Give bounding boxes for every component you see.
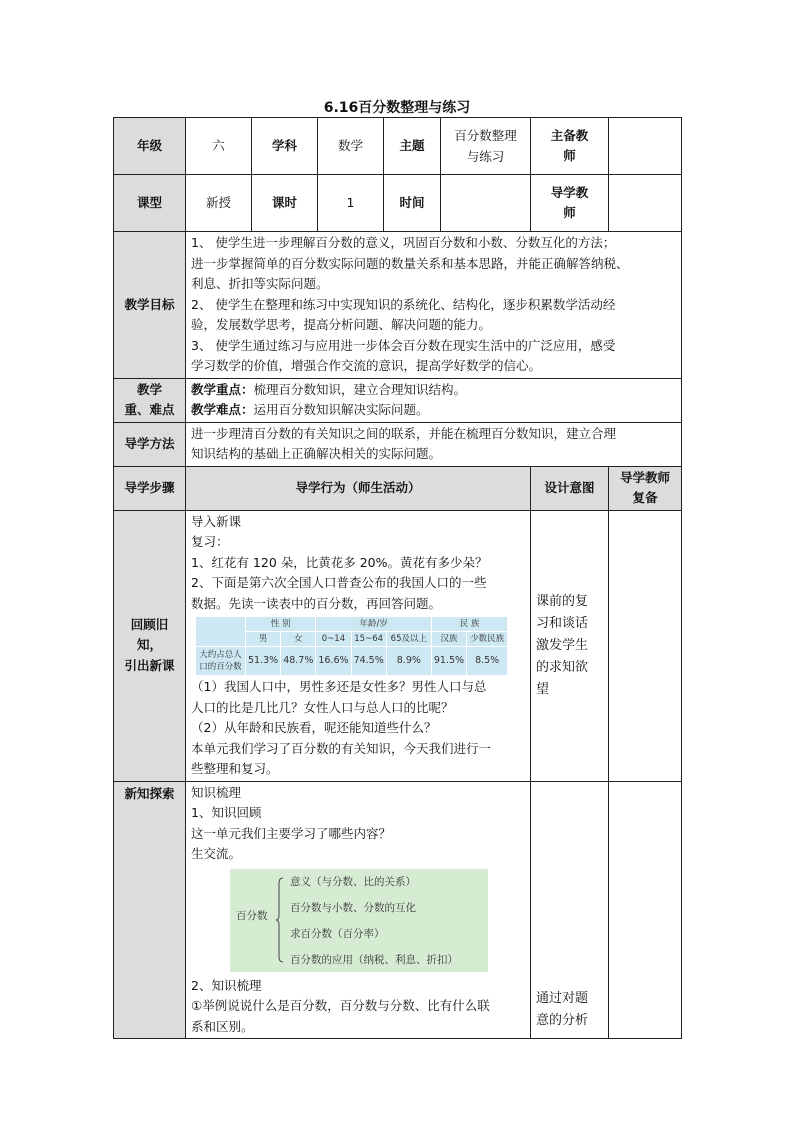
key-point-label: 教学重点：	[191, 381, 254, 397]
explore-line: ①举例说说什么是百分数，百分数与分数、比有什么联	[191, 998, 490, 1013]
info-row-1	[114, 118, 682, 175]
review-content	[186, 510, 531, 781]
review-label-line: 引出新课	[124, 657, 175, 673]
pop-row-label-line: 大约占总人	[199, 650, 242, 660]
explore-prep	[609, 781, 682, 1039]
difficult-point-label: 教学难点：	[191, 402, 254, 417]
lead-teacher-value	[609, 118, 682, 175]
review-label-line: 回顾旧知，	[130, 616, 169, 653]
guide-teacher-value	[609, 175, 682, 232]
review-line: （2）从年龄和民族看，呢还能知道些什么？	[191, 720, 437, 735]
intent-line: 意的分析	[536, 1012, 589, 1028]
pop-row-label-line: 口的百分数	[199, 662, 242, 672]
objective-line: 学习数学的价值，增强合作交流的意识，提高学好数学的信心。	[191, 358, 542, 373]
review-line: 些整理和复习。	[191, 761, 279, 776]
review-line: 导入新课	[191, 513, 242, 529]
objectives-label: 教学目标	[114, 232, 186, 379]
method-content	[186, 422, 682, 466]
method-line: 进一步理清百分数的有关知识之间的联系，并能在梳理百分数知识，建立合理	[191, 425, 617, 441]
pop-sub-header: 65及以上	[386, 632, 431, 647]
grade-label: 年级	[114, 118, 186, 175]
explore-line: 知识梳理	[191, 784, 242, 800]
review-intent	[531, 510, 609, 781]
pop-sub-header: 0~14	[316, 632, 351, 647]
review-line: 人口的比是几比几？女性人口与总人口的比呢？	[191, 699, 454, 715]
pop-value: 48.7%	[281, 647, 316, 676]
topic-label: 主题	[384, 118, 441, 175]
key-points-content	[186, 378, 682, 422]
intent-line: 望	[536, 681, 550, 697]
intent-line: 课前的复	[536, 593, 589, 609]
lead-teacher-label: 主备教师	[531, 118, 609, 175]
explore-content	[186, 781, 531, 1039]
pop-sub-header: 男	[246, 632, 281, 647]
review-prep	[609, 510, 682, 781]
actions-header: 导学行为（师生活动）	[186, 466, 531, 510]
process-header-row	[114, 466, 682, 510]
difficult-point-text: 运用百分数知识解决实际问题。	[253, 402, 429, 417]
key-points-label-line: 重、难点	[124, 402, 175, 417]
period-label: 课时	[252, 175, 318, 232]
steps-header: 导学步骤	[114, 466, 186, 510]
intent-line: 激发学生	[536, 637, 589, 653]
mindmap-item: 百分数与小数、分数的互化	[290, 901, 416, 914]
explore-label: 新知探索	[114, 781, 186, 1039]
pop-value: 16.6%	[316, 647, 351, 676]
intent-line: 习和谈话	[536, 615, 589, 631]
guide-teacher-label: 导学教师	[531, 175, 609, 232]
objectives-content	[186, 232, 682, 379]
pop-value: 74.5%	[351, 647, 386, 676]
objective-line: 验，发展数学思考，提高分析问题、解决问题的能力。	[191, 317, 492, 332]
subject-value: 数学	[318, 118, 384, 175]
explore-line: 生交流。	[191, 846, 242, 861]
time-value	[441, 175, 531, 232]
explore-line: 系和区别。	[191, 1018, 254, 1034]
prep-header-line: 导学教师	[619, 469, 670, 485]
page-title: 6.16百分数整理与练习	[323, 100, 471, 116]
explore-line: 这一单元我们主要学习了哪些内容？	[191, 825, 392, 841]
knowledge-mindmap	[230, 869, 488, 972]
period-value: 1	[318, 175, 384, 232]
review-line: 数据。先读一读表中的百分数，再回答问题。	[191, 595, 442, 611]
lesson-type-value: 新授	[186, 175, 252, 232]
intent-line: 通过对题	[536, 990, 589, 1006]
lesson-plan-table	[113, 117, 682, 1039]
pop-sub-header: 15~64	[351, 632, 386, 647]
explore-intent	[531, 781, 609, 1039]
pop-value: 51.3%	[246, 647, 281, 676]
key-points-label-line: 教学	[136, 381, 162, 397]
review-label	[114, 510, 186, 781]
subject-label: 学科	[252, 118, 318, 175]
mindmap-item: 求百分数（百分率）	[290, 927, 385, 940]
review-line: 1、红花有 120 朵，比黄花多 20%。黄花有多少朵？	[191, 554, 488, 570]
explore-line: 2、知识梳理	[191, 977, 262, 993]
time-label: 时间	[384, 175, 441, 232]
method-label: 导学方法	[114, 422, 186, 466]
explore-line: 1、知识回顾	[191, 805, 262, 820]
brace-icon	[276, 877, 284, 963]
objective-line: 进一步掌握简单的百分数实际问题的数量关系和基本思路，并能正确解答纳税、	[191, 255, 629, 271]
objectives-row	[114, 232, 682, 379]
pop-row-label	[196, 647, 246, 676]
intent-header: 设计意图	[531, 466, 609, 510]
topic-value: 百分数整理与练习	[441, 118, 531, 175]
pop-group-age: 年龄/岁	[316, 617, 432, 632]
explore-row	[114, 781, 682, 1039]
pop-value: 91.5%	[431, 647, 466, 676]
review-row	[114, 510, 682, 781]
objective-line: 1、 使学生进一步理解百分数的意义，巩固百分数和小数、分数互化的方法；	[191, 235, 616, 250]
method-row	[114, 422, 682, 466]
pop-sub-header: 少数民族	[467, 632, 508, 647]
mindmap-item: 百分数的应用（纳税、利息、折扣）	[290, 953, 458, 966]
objective-line: 2、 使学生在整理和练习中实现知识的系统化、结构化，逐步积累数学活动经	[191, 296, 616, 312]
key-point-text: 梳理百分数知识，建立合理知识结构。	[253, 381, 467, 397]
pop-group-ethnic: 民 族	[431, 617, 507, 632]
objective-line: 3、 使学生通过练习与应用进一步体会百分数在现实生活中的广泛应用，感受	[191, 337, 616, 353]
info-row-2	[114, 175, 682, 232]
pop-value: 8.5%	[467, 647, 508, 676]
intent-line: 的求知欲	[536, 659, 589, 675]
key-points-label	[114, 378, 186, 422]
objective-line: 利息、折扣等实际问题。	[191, 276, 329, 291]
mindmap-item: 意义（与分数、比的关系）	[290, 875, 416, 888]
pop-corner-cell	[196, 617, 246, 647]
review-line: 2、下面是第六次全国人口普查公布的我国人口的一些	[191, 575, 487, 590]
key-points-row	[114, 378, 682, 422]
prep-header-line: 复备	[632, 490, 658, 505]
population-table	[195, 616, 508, 676]
lesson-type-label: 课型	[114, 175, 186, 232]
prep-header	[609, 466, 682, 510]
grade-value: 六	[186, 118, 252, 175]
pop-value: 8.9%	[386, 647, 431, 676]
pop-sub-header: 汉族	[431, 632, 466, 647]
mindmap-root: 百分数	[236, 909, 268, 922]
pop-sub-header: 女	[281, 632, 316, 647]
pop-group-gender: 性 别	[246, 617, 316, 632]
review-line: 本单元我们学习了百分数的有关知识，今天我们进行一	[191, 740, 492, 756]
review-line: （1）我国人口中，男性多还是女性多？男性人口与总	[191, 679, 487, 694]
review-line: 复习：	[191, 534, 229, 549]
method-line: 知识结构的基础上正确解决相关的实际问题。	[191, 446, 442, 461]
